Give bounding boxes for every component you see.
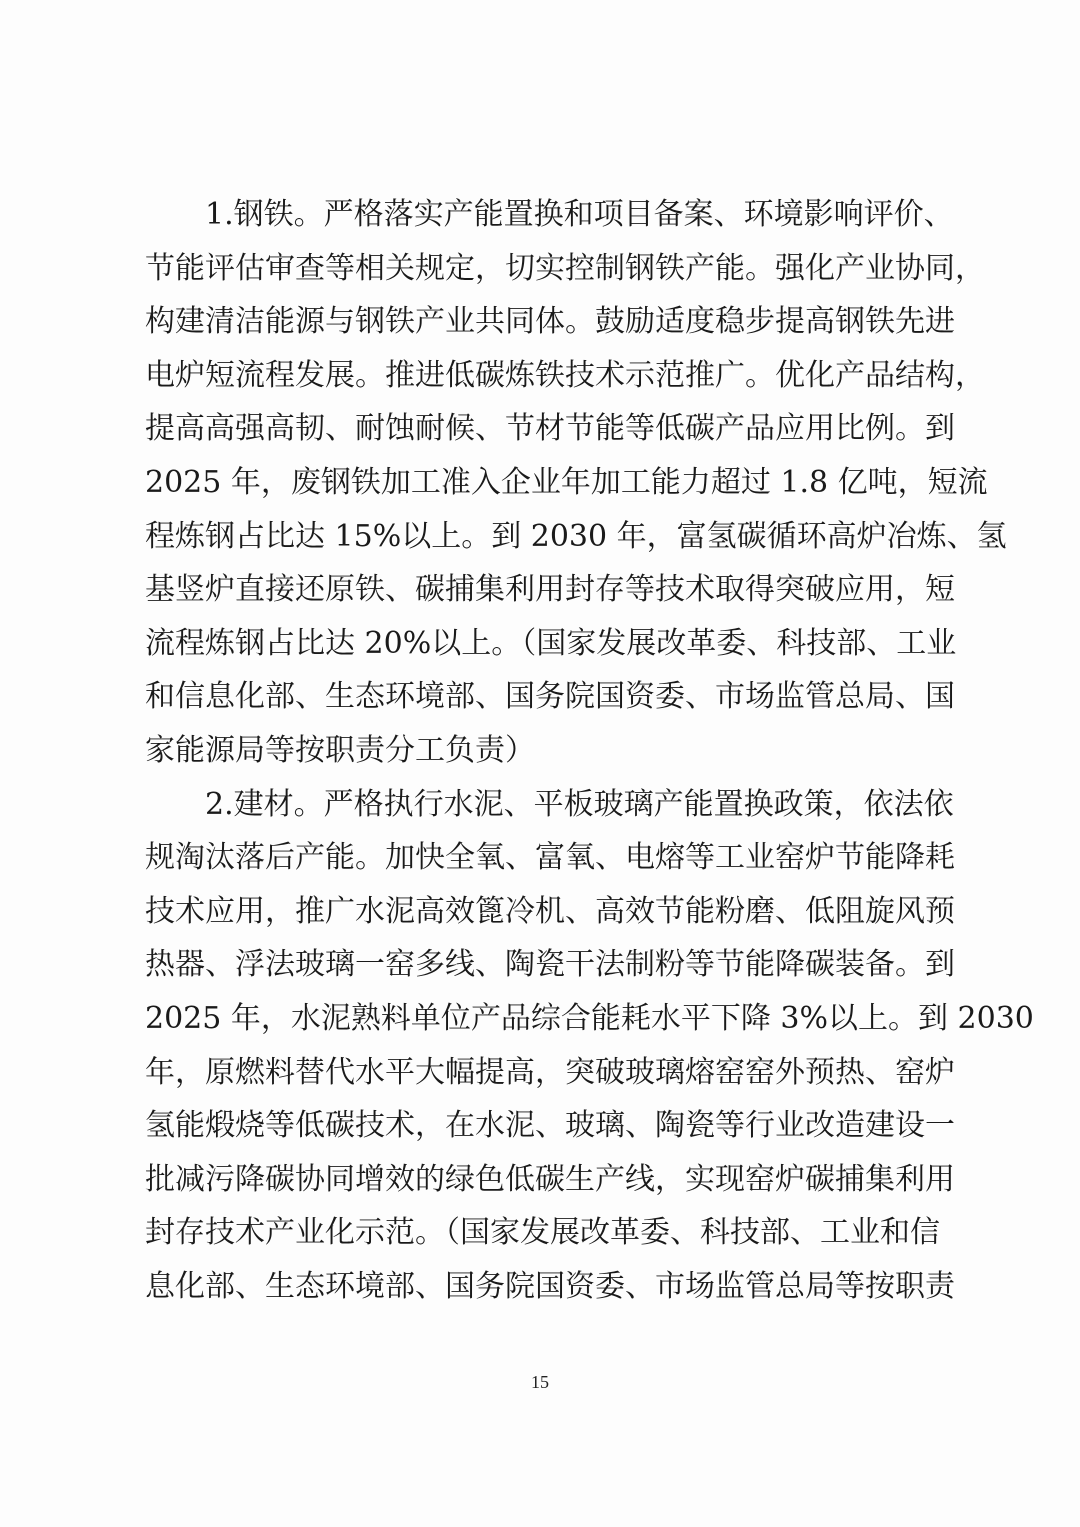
text-line: 2025 年，水泥熟料单位产品综合能耗水平下降 3%以上。到 2030 (145, 1000, 1034, 1036)
text-line: 热器、浮法玻璃一窑多线、陶瓷干法制粉等节能降碳装备。到 (145, 947, 955, 983)
text-line: 2.建材。严格执行水泥、平板玻璃产能置换政策，依法依 (205, 786, 954, 822)
text-line: 和信息化部、生态环境部、国务院国资委、市场监管总局、国 (145, 679, 955, 715)
page-number: 15 (531, 1372, 549, 1392)
text-line: 节能评估审查等相关规定，切实控制钢铁产能。强化产业协同， (145, 250, 985, 286)
text-line: 构建清洁能源与钢铁产业共同体。鼓励适度稳步提高钢铁先进 (145, 304, 955, 340)
text-line: 息化部、生态环境部、国务院国资委、市场监管总局等按职责 (145, 1268, 955, 1304)
text-line: 规淘汰落后产能。加快全氧、富氧、电熔等工业窑炉节能降耗 (145, 840, 955, 876)
text-line: 封存技术产业化示范。（国家发展改革委、科技部、工业和信 (145, 1215, 940, 1251)
text-line: 流程炼钢占比达 20%以上。（国家发展改革委、科技部、工业 (145, 625, 957, 661)
text-line: 基竖炉直接还原铁、碳捕集利用封存等技术取得突破应用，短 (145, 572, 955, 608)
text-line: 提高高强高韧、耐蚀耐候、节材节能等低碳产品应用比例。到 (145, 411, 955, 447)
text-line: 批减污降碳协同增效的绿色低碳生产线，实现窑炉碳捕集利用 (145, 1161, 955, 1197)
text-line: 技术应用，推广水泥高效篦冷机、高效节能粉磨、低阻旋风预 (145, 893, 955, 929)
text-line: 年，原燃料替代水平大幅提高，突破玻璃熔窑窑外预热、窑炉 (145, 1054, 955, 1090)
text-line: 1.钢铁。严格落实产能置换和项目备案、环境影响评价、 (205, 197, 954, 232)
document-body (145, 188, 1034, 1313)
text-line: 2025 年，废钢铁加工准入企业年加工能力超过 1.8 亿吨，短流 (145, 464, 988, 500)
text-line: 程炼钢占比达 15%以上。到 2030 年，富氢碳循环高炉冶炼、氢 (145, 518, 1007, 554)
text-line: 电炉短流程发展。推进低碳炼铁技术示范推广。优化产品结构， (145, 357, 985, 393)
text-line: 家能源局等按职责分工负责） (145, 732, 535, 768)
text-line: 氢能煅烧等低碳技术，在水泥、玻璃、陶瓷等行业改造建设一 (145, 1108, 955, 1144)
